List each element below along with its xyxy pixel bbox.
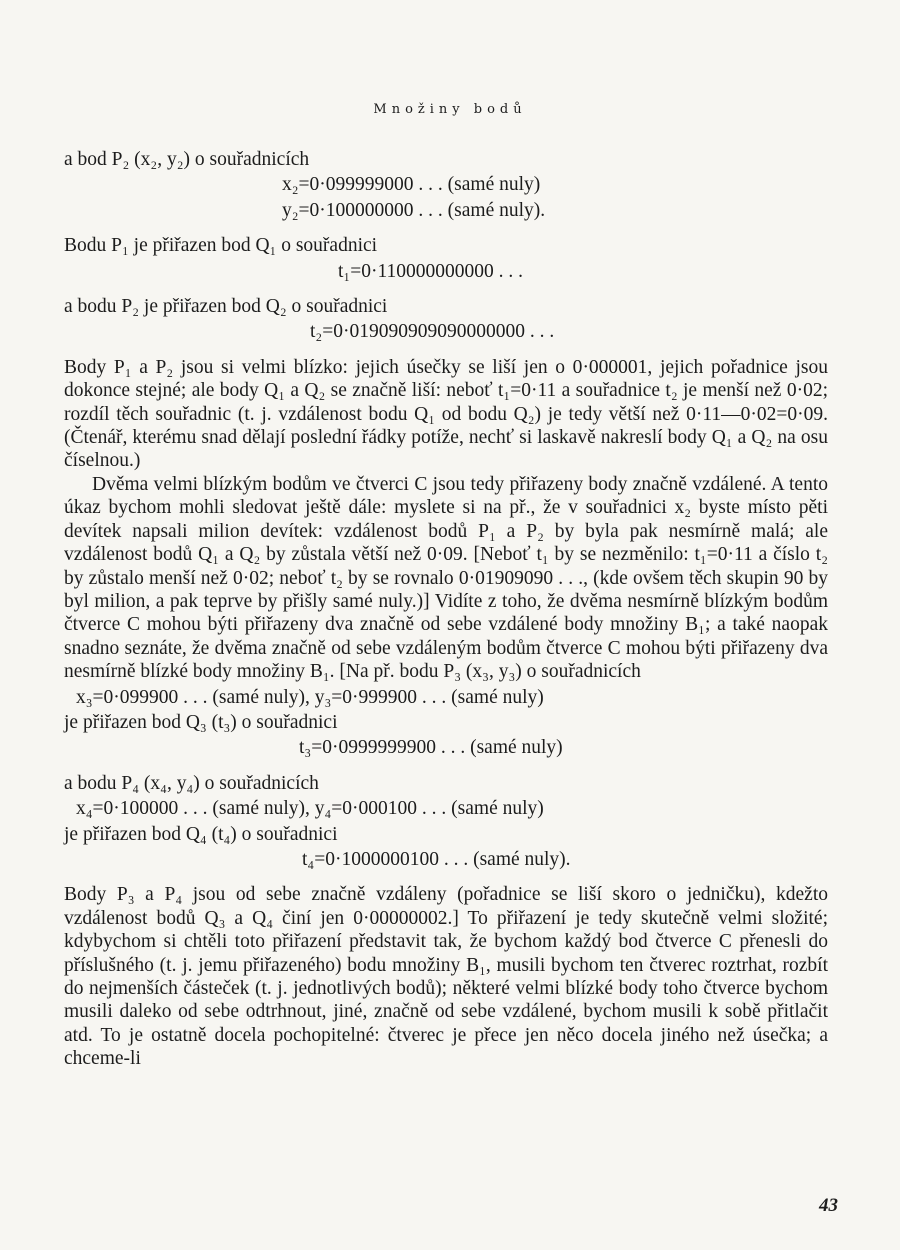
text-line: Bodu P₁ je přiřazen bod Q₁ o souřadnici	[64, 235, 378, 257]
paragraph: Body P₁ a P₂ jsou si velmi blízko: jejich úsečky se liší jen o 0·000001, jejich pořadnice jsou dokonce stejné; ale body Q₁ a Q₂ se značně liší: neboť t₁=0·11 a souřadnice t₂ je menší než 0·02; rozdíl těch souřadnic (t. j. vzdálenost bodu Q₁ od bodu Q₂) je tedy větší než 0·11—0·02=0·09. (Čtenář, kterému snad dělají poslední řádky potíže, nechť si laskavě nakreslí body Q₁ a Q₂ na osu číselnou.)	[64, 356, 828, 472]
equation-line: t₁=0·110000000000 . . .	[338, 260, 523, 282]
equation-line: t₄=0·1000000100 . . . (samé nuly).	[302, 848, 571, 870]
paragraph: Body P₃ a P₄ jsou od sebe značně vzdáleny (pořadnice se liší skoro o jedničku), kdežto vzdálenost bodů Q₃ a Q₄ činí jen 0·00000002.] To přiřazení je tedy skutečně velmi složité; kdybychom si chtěli toto přiřazení představit tak, že bychom každý bod čtverce C přenesli do příslušného (t. j. jemu přiřazeného) bodu množiny B₁, musili bychom ten čtverec roztrhat, rozbít do nejmenších částeček (t. j. jednotlivých bodů); některé velmi blízké body toho čtverce bychom musili daleko od sebe odtrhnout, jiné, značně od sebe vzdálené, bychom musili k sobě přitlačit atd. To je ostatně docela pochopitelné: čtverec je přece jen něco docela jiného než úsečka; a chceme-li	[64, 884, 828, 1070]
equation-line: x₃=0·099900 . . . (samé nuly), y₃=0·999900 . . . (samé nuly)	[76, 686, 544, 708]
paragraph: Dvěma velmi blízkým bodům ve čtverci C jsou tedy přiřazeny body značně vzdálené. A tento úkaz bychom mohli sledovat ještě dále: myslete si na př., že v souřadnici x₂ byste místo pěti devítek napsali milion devítek: vzdálenost bodů P₁ a P₂ by byla pak nesmírně malá; ale vzdálenost bodů Q₁ a Q₂ by zůstala větší než 0·09. [Neboť t₁ by se nezměnilo: t₁=0·11 a číslo t₂ by zůstalo menší než 0·02; neboť t₂ by se rovnalo 0·01909090 . . ., (kde ovšem těch skupin 90 by byl milion, a pak teprve by přišly samé nuly.)] Vidíte z toho, že dvěma nesmírně blízkým bodům čtverce C mohou býti přiřazeny dva značně od sebe vzdálené body množiny B₁; a také naopak snadno seznáte, že dvěma značně od sebe vzdáleným bodům čtverce C mohou býti přiřazeny dva nesmírně blízké body množiny B₁. [Na př. bodu P₃ (x₃, y₃) o souřadnicích	[64, 473, 828, 683]
text-line: a bodu P₂ je přiřazen bod Q₂ o souřadnici	[64, 296, 388, 318]
text-line: a bod P₂ (x₂, y₂) o souřadnicích	[64, 149, 310, 170]
text-line: je přiřazen bod Q₄ (t₄) o souřadnici	[64, 823, 338, 845]
equation-line: x₂=0·099999000 . . . (samé nuly)	[282, 174, 541, 196]
equation-line: t₃=0·0999999900 . . . (samé nuly)	[299, 737, 563, 759]
running-header: Množiny bodů	[373, 102, 527, 117]
text-line: a bodu P₄ (x₄, y₄) o souřadnicích	[64, 772, 319, 794]
text-line: je přiřazen bod Q₃ (t₃) o souřadnici	[64, 711, 338, 733]
equation-line: t₂=0·019090909090000000 . . .	[310, 321, 555, 343]
page-body	[64, 148, 828, 1071]
equation-line: x₄=0·100000 . . . (samé nuly), y₄=0·000100 . . . (samé nuly)	[76, 798, 544, 820]
page-number: 43	[819, 1195, 838, 1216]
equation-line: y₂=0·100000000 . . . (samé nuly).	[282, 199, 546, 221]
